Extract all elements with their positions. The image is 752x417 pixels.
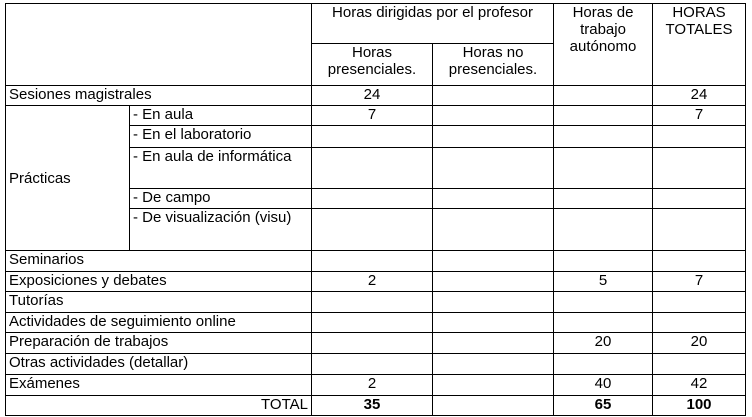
cell-no-presenciales: [433, 209, 554, 251]
header-horas-no-presenciales: Horas no presenciales.: [433, 44, 554, 86]
cell-presenciales: 2: [312, 375, 433, 396]
cell-total: [653, 354, 746, 375]
cell-no-presenciales: [433, 126, 554, 148]
row-label: Otras actividades (detallar): [6, 354, 312, 375]
cell-presenciales: [312, 148, 433, 189]
cell-autonomo: [554, 354, 653, 375]
cell-presenciales: [312, 292, 433, 313]
row-label: - En aula: [130, 106, 312, 126]
cell-presenciales: 2: [312, 272, 433, 292]
row-label: Seminarios: [6, 251, 312, 272]
table-row: [6, 86, 746, 106]
table-row: [6, 106, 746, 126]
cell-total: [653, 189, 746, 209]
cell-total: [653, 251, 746, 272]
table-row: [6, 272, 746, 292]
cell-autonomo: [554, 126, 653, 148]
cell-no-presenciales: [433, 148, 554, 189]
practicas-label: Prácticas: [6, 106, 130, 251]
cell-autonomo: [554, 251, 653, 272]
header-horas-totales: HORAS TOTALES: [653, 4, 746, 86]
row-label: Tutorías: [6, 292, 312, 313]
cell-presenciales: [312, 333, 433, 354]
cell-no-presenciales: [433, 375, 554, 396]
total-presenciales: 35: [312, 396, 433, 416]
total-autonomo: 65: [554, 396, 653, 416]
row-label: Exposiciones y debates: [6, 272, 312, 292]
cell-no-presenciales: [433, 333, 554, 354]
table-row: [6, 292, 746, 313]
cell-autonomo: [554, 209, 653, 251]
table-row: [6, 333, 746, 354]
cell-no-presenciales: [433, 86, 554, 106]
cell-autonomo: [554, 313, 653, 333]
cell-total: 20: [653, 333, 746, 354]
cell-presenciales: [312, 189, 433, 209]
cell-autonomo: [554, 86, 653, 106]
header-empty-cell: [6, 4, 312, 86]
cell-total: [653, 313, 746, 333]
cell-presenciales: 24: [312, 86, 433, 106]
cell-presenciales: [312, 126, 433, 148]
cell-presenciales: [312, 251, 433, 272]
cell-autonomo: [554, 189, 653, 209]
total-row: [6, 396, 746, 416]
header-horas-presenciales: Horas presenciales.: [312, 44, 433, 86]
cell-presenciales: [312, 354, 433, 375]
cell-autonomo: 5: [554, 272, 653, 292]
cell-presenciales: [312, 313, 433, 333]
total-label: TOTAL: [6, 396, 312, 416]
cell-no-presenciales: [433, 354, 554, 375]
table-row: [6, 251, 746, 272]
row-label: Exámenes: [6, 375, 312, 396]
cell-no-presenciales: [433, 189, 554, 209]
cell-total: 7: [653, 272, 746, 292]
table-row: [6, 375, 746, 396]
cell-total: [653, 292, 746, 313]
cell-autonomo: [554, 148, 653, 189]
table-row: [6, 354, 746, 375]
row-label: - En aula de informática: [130, 148, 312, 189]
cell-no-presenciales: [433, 313, 554, 333]
cell-total: 24: [653, 86, 746, 106]
row-label: Preparación de trabajos: [6, 333, 312, 354]
hours-table: [5, 3, 746, 416]
cell-autonomo: 20: [554, 333, 653, 354]
row-label: - En el laboratorio: [130, 126, 312, 148]
cell-autonomo: [554, 292, 653, 313]
row-label: Sesiones magistrales: [6, 86, 312, 106]
row-label: Actividades de seguimiento online: [6, 313, 312, 333]
total-horas-totales: 100: [653, 396, 746, 416]
header-horas-autonomo: Horas de trabajo autónomo: [554, 4, 653, 86]
cell-presenciales: 7: [312, 106, 433, 126]
cell-total: [653, 126, 746, 148]
cell-autonomo: [554, 106, 653, 126]
table-row: [6, 313, 746, 333]
total-no-presenciales: [433, 396, 554, 416]
cell-no-presenciales: [433, 292, 554, 313]
cell-no-presenciales: [433, 106, 554, 126]
cell-no-presenciales: [433, 272, 554, 292]
header-horas-dirigidas: Horas dirigidas por el profesor: [312, 4, 554, 44]
cell-total: [653, 148, 746, 189]
cell-total: [653, 209, 746, 251]
cell-total: 42: [653, 375, 746, 396]
row-label: - De visualización (visu): [130, 209, 312, 251]
cell-autonomo: 40: [554, 375, 653, 396]
cell-no-presenciales: [433, 251, 554, 272]
cell-presenciales: [312, 209, 433, 251]
cell-total: 7: [653, 106, 746, 126]
row-label: - De campo: [130, 189, 312, 209]
